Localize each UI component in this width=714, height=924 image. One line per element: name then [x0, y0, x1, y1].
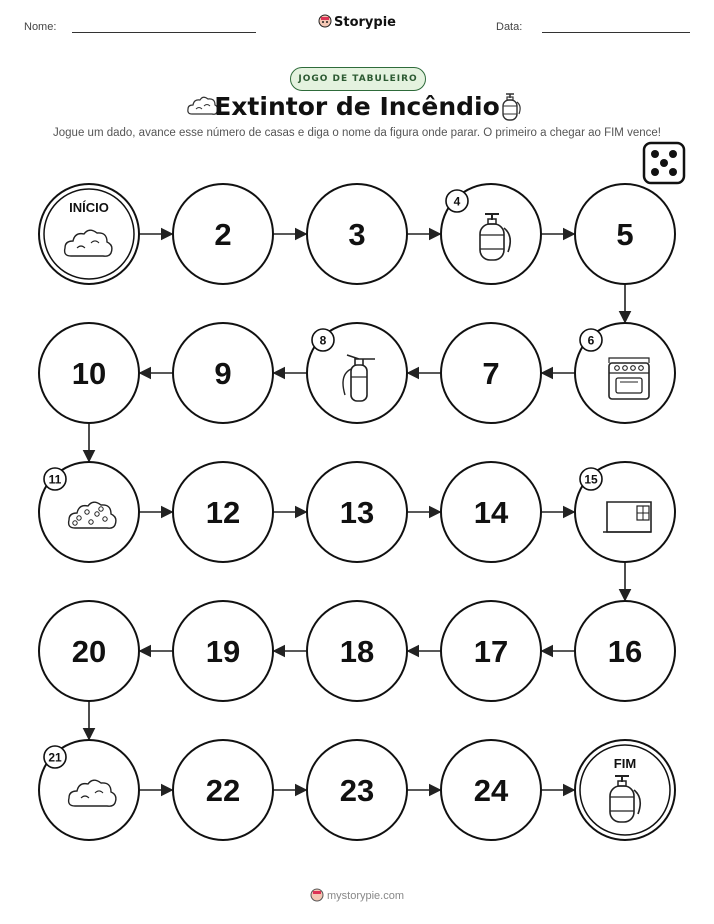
space-number: 17 — [473, 634, 509, 669]
space-number: 15 — [584, 472, 598, 487]
board-space — [307, 462, 407, 562]
board-space — [441, 184, 541, 284]
board-space — [307, 740, 407, 840]
space-number: 13 — [339, 495, 375, 530]
space-number: 12 — [205, 495, 241, 530]
space-number: 7 — [482, 356, 500, 391]
space-number: 11 — [48, 472, 62, 487]
start-label: INÍCIO — [69, 200, 109, 215]
instructions: Jogue um dado, avance esse número de casas e diga o nome da figura onde parar. O primeiro a chegar ao FIM vence! — [53, 127, 661, 139]
space-number: 24 — [473, 773, 509, 808]
space-number: 21 — [48, 750, 62, 765]
board-space — [39, 462, 139, 562]
name-label: Nome: — [24, 21, 57, 33]
space-number: 4 — [453, 194, 461, 209]
board-space — [575, 323, 675, 423]
footer-url: mystorypie.com — [326, 890, 405, 902]
board-space — [307, 323, 407, 423]
board-space — [307, 184, 407, 284]
board-space — [441, 462, 541, 562]
space-number: 22 — [205, 773, 241, 808]
space-number: 3 — [348, 217, 366, 252]
space-number: 19 — [205, 634, 241, 669]
board-space — [173, 601, 273, 701]
space-number: 14 — [473, 495, 509, 530]
space-number: 5 — [616, 217, 634, 252]
space-number: 9 — [214, 356, 232, 391]
board-space — [307, 601, 407, 701]
space-number: 10 — [71, 356, 107, 391]
finish-space — [575, 740, 675, 840]
space-number: 8 — [319, 333, 327, 348]
board-space — [173, 740, 273, 840]
board-space — [575, 184, 675, 284]
board-space — [173, 462, 273, 562]
space-number: 2 — [214, 217, 232, 252]
space-number: 16 — [607, 634, 643, 669]
board-space — [173, 184, 273, 284]
finish-label: FIM — [613, 756, 637, 771]
board-space — [173, 323, 273, 423]
board-space — [441, 740, 541, 840]
space-number: 23 — [339, 773, 375, 808]
board-space — [441, 601, 541, 701]
date-label: Data: — [496, 21, 523, 33]
space-number: 6 — [587, 333, 595, 348]
board-space — [575, 601, 675, 701]
board-space — [39, 740, 139, 840]
game-type-badge: JOGO DE TABULEIRO — [290, 67, 426, 91]
board-space — [441, 323, 541, 423]
start-space — [39, 184, 139, 284]
board-space — [39, 323, 139, 423]
brand-name: Storypie — [334, 15, 396, 30]
footer — [0, 888, 714, 902]
footer-mascot-icon — [310, 888, 324, 902]
page-title: Extintor de Incêndio — [214, 92, 500, 121]
space-number: 20 — [71, 634, 107, 669]
board-space — [575, 462, 675, 562]
space-number: 18 — [339, 634, 375, 669]
board-space — [39, 601, 139, 701]
